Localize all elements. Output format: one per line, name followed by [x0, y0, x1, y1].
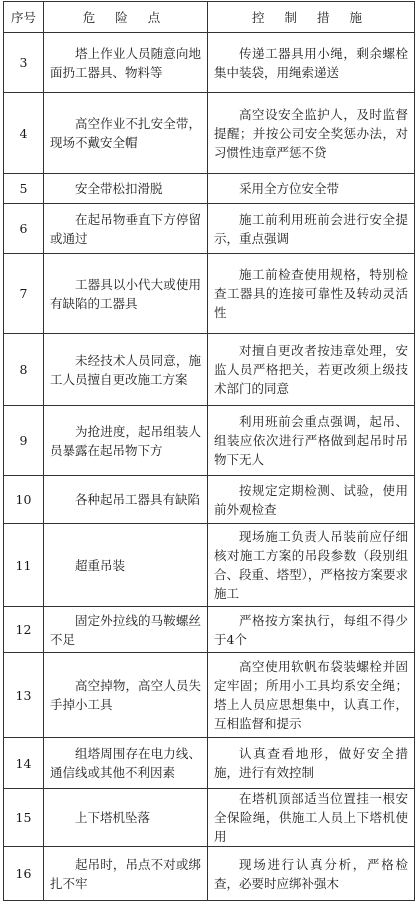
measure-cell: 对擅自更改者按违章处理，安监人员严格把关，若更改须上级技术部门的同意: [208, 334, 415, 406]
row-number: 12: [4, 607, 44, 653]
table-row: [4, 524, 415, 607]
row-number: 8: [4, 334, 44, 406]
measure-cell: 施工前检查使用规格，特别检查工器具的连接可靠性及转动灵活性: [208, 254, 415, 334]
hazard-cell: 起吊时，吊点不对或绑扎不牢: [44, 847, 208, 901]
table-row: [4, 406, 415, 476]
row-number: 14: [4, 738, 44, 789]
header-number: 序号: [4, 2, 44, 33]
hazard-cell: 超重吊装: [44, 524, 208, 607]
row-number: 3: [4, 33, 44, 93]
measure-cell: 采用全方位安全带: [208, 174, 415, 204]
table-row: [4, 607, 415, 653]
hazard-cell: 在起吊物垂直下方停留或通过: [44, 204, 208, 254]
table-row: [4, 204, 415, 254]
hazard-control-table: [3, 1, 415, 901]
hazard-cell: 安全带松扣滑脱: [44, 174, 208, 204]
row-number: 16: [4, 847, 44, 901]
measure-cell: 施工前利用班前会进行安全提示，重点强调: [208, 204, 415, 254]
row-number: 13: [4, 653, 44, 738]
table-row: [4, 738, 415, 789]
row-number: 9: [4, 406, 44, 476]
measure-cell: 高空设安全监护人，及时监督提醒；并按公司安全奖惩办法，对习惯性违章严惩不贷: [208, 93, 415, 174]
measure-cell: 利用班前会重点强调，起吊、组装应依次进行严格做到起吊时吊物下无人: [208, 406, 415, 476]
row-number: 4: [4, 93, 44, 174]
row-number: 11: [4, 524, 44, 607]
table-row: [4, 476, 415, 524]
table-row: [4, 334, 415, 406]
hazard-cell: 各种起吊工器具有缺陷: [44, 476, 208, 524]
row-number: 5: [4, 174, 44, 204]
hazard-cell: 高空作业不扎安全带，现场不戴安全帽: [44, 93, 208, 174]
hazard-cell: 工器具以小代大或使用有缺陷的工器具: [44, 254, 208, 334]
row-number: 7: [4, 254, 44, 334]
hazard-cell: 高空掉物，高空人员失手掉小工具: [44, 653, 208, 738]
measure-cell: 高空使用软帆布袋装螺栓并固定牢固；所用小工具均系安全绳；塔上人员应思想集中，认真工作，互相监督和提示: [208, 653, 415, 738]
table-row: [4, 847, 415, 901]
hazard-cell: 上下塔机坠落: [44, 789, 208, 847]
hazard-cell: 组塔周围存在电力线、通信线或其他不利因素: [44, 738, 208, 789]
row-number: 15: [4, 789, 44, 847]
measure-cell: 按规定定期检测、试验，使用前外观检查: [208, 476, 415, 524]
hazard-cell: 塔上作业人员随意向地面扔工器具、物料等: [44, 33, 208, 93]
table-row: [4, 254, 415, 334]
table-row: [4, 653, 415, 738]
table-row: [4, 789, 415, 847]
hazard-cell: 未经技术人员同意，施工人员擅自更改施工方案: [44, 334, 208, 406]
hazard-cell: 固定外拉线的马鞍螺丝不足: [44, 607, 208, 653]
measure-cell: 现场进行认真分析，严格检查，必要时应绑补强木: [208, 847, 415, 901]
measure-cell: 现场施工负责人吊装前应仔细核对施工方案的吊段参数（段别组合、段重、塔型），严格按方案要求施工: [208, 524, 415, 607]
table-row: [4, 93, 415, 174]
table-header-row: [4, 2, 415, 33]
measure-cell: 在塔机顶部适当位置挂一根安全保险绳，供施工人员上下塔机使用: [208, 789, 415, 847]
table-row: [4, 33, 415, 93]
header-measure: 控 制 措 施: [208, 2, 415, 33]
measure-cell: 认真查看地形，做好安全措施，进行有效控制: [208, 738, 415, 789]
header-hazard: 危 险 点: [44, 2, 208, 33]
row-number: 6: [4, 204, 44, 254]
measure-cell: 传递工器具用小绳，剩余螺栓集中装袋，用绳索递送: [208, 33, 415, 93]
row-number: 10: [4, 476, 44, 524]
table-row: [4, 174, 415, 204]
hazard-cell: 为抢进度，起吊组装人员暴露在起吊物下方: [44, 406, 208, 476]
measure-cell: 严格按方案执行，每组不得少于4个: [208, 607, 415, 653]
